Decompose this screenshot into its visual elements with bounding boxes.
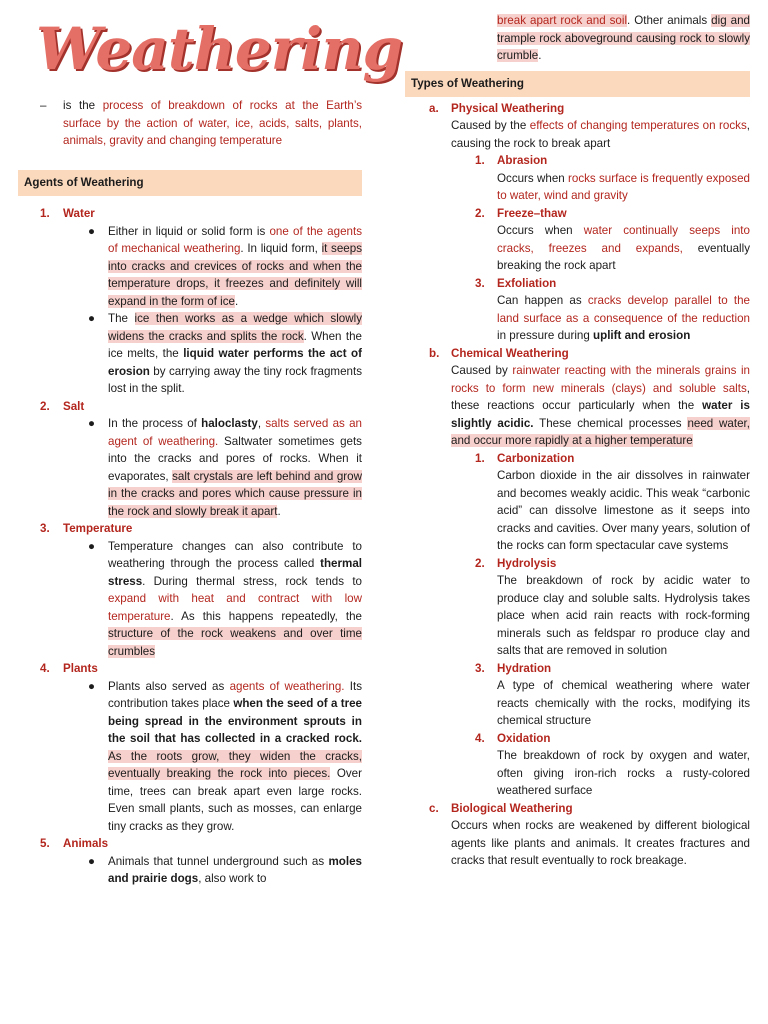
agent-salt-heading: 2. Salt: [40, 399, 85, 413]
biological-weathering-heading: c. Biological Weathering: [429, 801, 573, 815]
bullet-dot: ●: [88, 312, 96, 325]
page-title: Weathering: [36, 15, 403, 83]
types-header: Types of Weathering: [405, 71, 750, 97]
bullet-dot: ●: [88, 679, 96, 693]
exfoliation-heading: 3. Exfoliation: [475, 276, 557, 290]
agent-temperature-heading: 3. Temperature: [40, 522, 133, 535]
freeze-thaw-heading: 2. Freeze–thaw: [475, 206, 567, 220]
animals-continued: break apart rock and soil. Other animals dig and trample rock aboveground causing rock to slowly crumble.: [497, 14, 750, 62]
physical-intro: Caused by the effects of changing temperatures on rocks, causing the rock to break apart: [451, 119, 750, 150]
bullet-dot: ●: [88, 224, 96, 238]
bullet-dot: ●: [88, 854, 96, 868]
freeze-thaw-text: Occurs when water continually seeps into cracks, freezes and expands, eventually breaking the rock apart: [497, 224, 750, 272]
hydrolysis-heading: 2. Hydrolysis: [475, 556, 557, 570]
water-bullet-1: ● Either in liquid or solid form is one of the agents of mechanical weathering. In liquid form, it seeps into cracks and crevices of rocks and when the temperature drops, it freezes and definitely will expand in the form of ice.: [88, 224, 362, 308]
abrasion-text: Occurs when rocks surface is frequently exposed to water, wind and gravity: [497, 171, 750, 202]
agent-animals-heading: 5. Animals: [40, 837, 109, 850]
exfoliation-text: Can happen as cracks develop parallel to the land surface as a consequence of the reduction in pressure during uplift and erosion: [497, 294, 750, 342]
hydration-text: A type of chemical weathering where water reacts chemically with the rocks, modifying its chemical structure: [497, 679, 750, 727]
plants-bullet-1: ● Plants also served as agents of weathering. Its contribution takes place when the seed of a tree being spread in the environment sprouts in the soil that has collected in a cracked rock. As the roots grow, they widen the cracks, eventually breaking the rock into pieces. Over time, trees can break apart even large rocks. Even small plants, such as mosses, can enlarge tiny cracks as they grow.: [88, 679, 362, 833]
water-bullet-2: ● The ice then works as a wedge which slowly widens the cracks and splits the rock. When the ice melts, the liquid water performs the act of erosion by carrying away the tiny rock fragments lost in the split.: [88, 312, 362, 395]
agent-water-heading: 1. Water: [40, 207, 95, 220]
definition-dash: –: [40, 99, 47, 112]
abrasion-heading: 1. Abrasion: [475, 154, 548, 167]
oxidation-heading: 4. Oxidation: [475, 731, 551, 745]
carbonization-heading: 1. Carbonization: [475, 451, 575, 465]
physical-weathering-heading: a. Physical Weathering: [429, 101, 565, 115]
bullet-dot: ●: [88, 539, 96, 553]
bullet-dot: ●: [88, 417, 96, 430]
definition: [18, 97, 362, 150]
animals-bullet-1: ● Animals that tunnel underground such as moles and prairie dogs, also work to: [88, 854, 362, 885]
hydrolysis-text: The breakdown of rock by acidic water to produce clay and soluble salts. Hydrolysis takes place when acid rain reacts with rock-forming minerals such as feldspar ro produce clay and salts that are removed in solution: [497, 574, 750, 657]
agent-plants-heading: 4. Plants: [40, 662, 98, 675]
chemical-weathering-heading: b. Chemical Weathering: [429, 346, 569, 360]
carbonization-text: Carbon dioxide in the air dissolves in rainwater and becomes weakly acidic. This weak “carbonic acid” can dissolve limestone as it seeps into cracks and cavities. Over many years, solution of the rocks can form spectacular cave systems: [497, 469, 750, 552]
definition-text: is the process of breakdown of rocks at the Earth’s surface by the action of water, ice, acids, salts, plants, animals, gravity and changing temperature: [63, 99, 362, 147]
hydration-heading: 3. Hydration: [475, 661, 552, 675]
salt-bullet-1: ● In the process of haloclasty, salts served as an agent of weathering. Saltwater sometimes gets into the cracks and pores of rocks. When it evaporates, salt crystals are left behind and grow in the cracks and pores which cause pressure in the rock and slowly break it apart.: [88, 417, 362, 518]
oxidation-text: The breakdown of rock by oxygen and water, often giving iron-rich rocks a rusty-colored weathered surface: [497, 749, 750, 797]
biological-text: Occurs when rocks are weakened by different biological agents like plants and animals. It creates fractures and cracks that result eventually to rock breakage.: [451, 819, 750, 867]
agents-header: Agents of Weathering: [18, 170, 362, 196]
temperature-bullet-1: ● Temperature changes can also contribute to weathering through the process called thermal stress. During thermal stress, rock tends to expand with heat and contract with low temperature. As this happens repeatedly, the structure of the rock weakens and over time crumbles: [88, 539, 362, 658]
chemical-intro: Caused by rainwater reacting with the minerals grains in rocks to form new minerals (clays) and soluble salts, these reactions occur particularly when the water is slightly acidic. These chemical processes need water, and occur more rapidly at a higher temperature: [451, 364, 750, 447]
